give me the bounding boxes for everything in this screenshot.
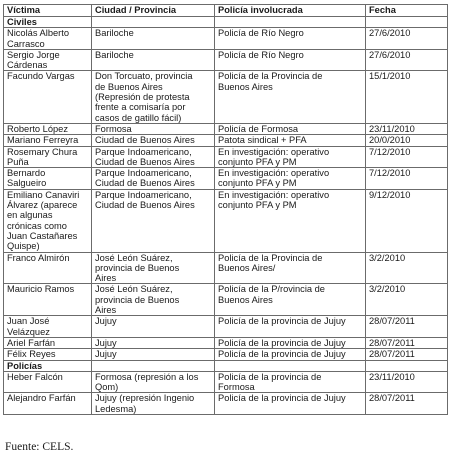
cell-text: Alejandro Farfán (7, 393, 76, 404)
cell-ciudad-provincia (92, 371, 215, 393)
cell-text: José León Suárez, provincia de Buenos Aires (95, 252, 180, 284)
cell-text: 28/07/2011 (369, 393, 415, 404)
cell-policia (215, 146, 366, 168)
cell-text: Bariloche (95, 49, 134, 60)
cell-text: En investigación: operativo conjunto PFA y PM (218, 189, 330, 211)
cell-text: 28/07/2011 (369, 349, 415, 360)
cell-fecha (366, 146, 448, 168)
section-empty-cell (215, 17, 366, 28)
cell-text: Rosemary Chura Puña (7, 146, 78, 167)
cell-fecha (366, 393, 448, 415)
section-empty-cell (366, 360, 448, 371)
section-title: Policías (4, 360, 92, 371)
cell-text: Mariano Ferreyra (7, 135, 79, 146)
cell-text: Parque Indoamericano, Ciudad de Buenos Aires (95, 146, 195, 167)
table-row (4, 252, 448, 284)
cell-text: Sergio Jorge Cárdenas (7, 49, 60, 71)
section-empty-cell (215, 360, 366, 371)
cell-text: Policía de Formosa (218, 123, 299, 134)
cell-ciudad-provincia (92, 189, 215, 252)
cell-text: José León Suárez, provincia de Buenos Aires (95, 284, 180, 316)
section-title: Civiles (4, 17, 92, 28)
cell-text: Jujuy (represión Ingenio Ledesma) (95, 393, 195, 414)
cell-text: 23/11/2010 (369, 123, 415, 134)
cell-fecha (366, 284, 448, 316)
cell-victima (4, 49, 92, 71)
cell-text: Nicolás Alberto Carrasco (7, 28, 70, 49)
cell-text: Roberto López (7, 123, 68, 134)
table-row (4, 284, 448, 316)
cell-fecha (366, 316, 448, 338)
cell-victima (4, 135, 92, 146)
cell-policia (215, 135, 366, 146)
cell-fecha (366, 252, 448, 284)
cell-text: Ciudad de Buenos Aires (95, 135, 195, 146)
cell-text: Jujuy (95, 316, 117, 327)
cell-text: 9/12/2010 (369, 189, 411, 200)
table-row (4, 337, 448, 348)
cell-ciudad-provincia (92, 284, 215, 316)
cell-text: En investigación: operativo conjunto PFA y PM (218, 168, 330, 189)
section-row (4, 17, 448, 28)
cell-fecha (366, 71, 448, 123)
cell-victima (4, 71, 92, 123)
cell-text: Mauricio Ramos (7, 284, 75, 295)
cell-policia (215, 189, 366, 252)
cell-ciudad-provincia (92, 71, 215, 123)
cell-text: Bernardo Salgueiro (7, 168, 47, 189)
table-body (4, 17, 448, 415)
table-row (4, 316, 448, 338)
cell-policia (215, 49, 366, 71)
source-note: Fuente: CELS. (5, 441, 74, 453)
cell-text: Formosa (95, 123, 132, 134)
header-victima: Víctima (4, 5, 92, 17)
cell-text: 28/07/2011 (369, 316, 415, 327)
cell-text: 28/07/2011 (369, 337, 415, 348)
table-row (4, 371, 448, 393)
cell-text: Patota sindical + PFA (218, 135, 307, 146)
cell-fecha (366, 49, 448, 71)
cell-ciudad-provincia (92, 349, 215, 360)
cell-text: Policía de Río Negro (218, 28, 304, 39)
cell-text: Bariloche (95, 28, 134, 39)
cell-fecha (366, 123, 448, 134)
table-row (4, 189, 448, 252)
cell-text: 7/12/2010 (369, 168, 411, 179)
cell-victima (4, 252, 92, 284)
cell-policia (215, 337, 366, 348)
header-fecha: Fecha (366, 5, 448, 17)
section-row (4, 360, 448, 371)
victims-table (3, 4, 448, 415)
cell-ciudad-provincia (92, 393, 215, 415)
cell-policia (215, 28, 366, 50)
cell-text: 27/6/2010 (369, 49, 411, 60)
cell-fecha (366, 135, 448, 146)
victims-table-container (3, 4, 447, 415)
cell-victima (4, 316, 92, 338)
table-row (4, 168, 448, 190)
cell-text: Ariel Farfán (7, 337, 56, 348)
cell-fecha (366, 337, 448, 348)
cell-fecha (366, 168, 448, 190)
cell-text: Félix Reyes (7, 349, 56, 360)
cell-text: Policía de la provincia de Jujuy (218, 316, 346, 327)
cell-policia (215, 252, 366, 284)
cell-ciudad-provincia (92, 252, 215, 284)
cell-ciudad-provincia (92, 316, 215, 338)
cell-victima (4, 337, 92, 348)
section-empty-cell (92, 360, 215, 371)
cell-victima (4, 284, 92, 316)
section-empty-cell (366, 17, 448, 28)
cell-victima (4, 393, 92, 415)
header-ciudad-provincia: Ciudad / Provincia (92, 5, 215, 17)
cell-text: Formosa (represión a los Qom) (95, 371, 199, 393)
cell-text: Facundo Vargas (7, 71, 75, 82)
cell-policia (215, 371, 366, 393)
cell-text: 3/2/2010 (369, 252, 406, 263)
table-row (4, 349, 448, 360)
cell-text: Don Torcuato, provincia de Buenos Aires (Represión de protesta frente a comisaría por casos de gatillo fácil) (95, 71, 193, 123)
cell-text: 15/1/2010 (369, 71, 411, 82)
cell-ciudad-provincia (92, 146, 215, 168)
table-row (4, 135, 448, 146)
cell-victima (4, 28, 92, 50)
table-row (4, 28, 448, 50)
cell-text: 7/12/2010 (369, 146, 411, 157)
cell-ciudad-provincia (92, 168, 215, 190)
cell-policia (215, 316, 366, 338)
cell-text: Policía de la Provincia de Buenos Aires (218, 71, 323, 92)
cell-text: Juan José Velázquez (7, 316, 50, 337)
cell-text: Franco Almirón (7, 252, 70, 263)
cell-fecha (366, 28, 448, 50)
cell-victima (4, 168, 92, 190)
cell-victima (4, 146, 92, 168)
section-empty-cell (92, 17, 215, 28)
table-row (4, 393, 448, 415)
cell-victima (4, 123, 92, 134)
cell-policia (215, 349, 366, 360)
cell-fecha (366, 371, 448, 393)
cell-text: Policía de la provincia de Jujuy (218, 337, 346, 348)
cell-victima (4, 371, 92, 393)
cell-policia (215, 284, 366, 316)
cell-ciudad-provincia (92, 135, 215, 146)
cell-fecha (366, 189, 448, 252)
cell-text: Policía de la provincia de Formosa (218, 371, 322, 393)
cell-ciudad-provincia (92, 28, 215, 50)
cell-victima (4, 189, 92, 252)
cell-policia (215, 123, 366, 134)
cell-text: Policía de Río Negro (218, 49, 304, 60)
cell-text: En investigación: operativo conjunto PFA y PM (218, 146, 330, 167)
cell-text: Policía de la P/rovincia de Buenos Aires (218, 284, 325, 305)
cell-policia (215, 393, 366, 415)
cell-policia (215, 168, 366, 190)
cell-text: Policía de la provincia de Jujuy (218, 349, 346, 360)
cell-fecha (366, 349, 448, 360)
cell-text: Emiliano Canaviri Álvarez (aparece en algunas crónicas como Juan Castañares Quispe) (7, 189, 80, 252)
cell-text: Jujuy (95, 337, 117, 348)
table-row (4, 146, 448, 168)
table-row (4, 49, 448, 71)
cell-text: 20/0/2010 (369, 135, 411, 146)
table-header-row (4, 5, 448, 17)
cell-ciudad-provincia (92, 337, 215, 348)
cell-text: 23/11/2010 (369, 371, 415, 382)
cell-text: Parque Indoamericano, Ciudad de Buenos Aires (95, 168, 195, 189)
cell-text: Parque Indoamericano, Ciudad de Buenos Aires (95, 189, 195, 211)
cell-policia (215, 71, 366, 123)
cell-text: Policía de la provincia de Jujuy (218, 393, 346, 404)
cell-ciudad-provincia (92, 49, 215, 71)
cell-victima (4, 349, 92, 360)
cell-text: 27/6/2010 (369, 28, 411, 39)
cell-ciudad-provincia (92, 123, 215, 134)
table-row (4, 123, 448, 134)
cell-text: Jujuy (95, 349, 117, 360)
cell-text: 3/2/2010 (369, 284, 406, 295)
table-row (4, 71, 448, 123)
cell-text: Policía de la Provincia de Buenos Aires/ (218, 252, 323, 273)
header-policia-involucrada: Policía involucrada (215, 5, 366, 17)
cell-text: Heber Falcón (7, 371, 63, 382)
